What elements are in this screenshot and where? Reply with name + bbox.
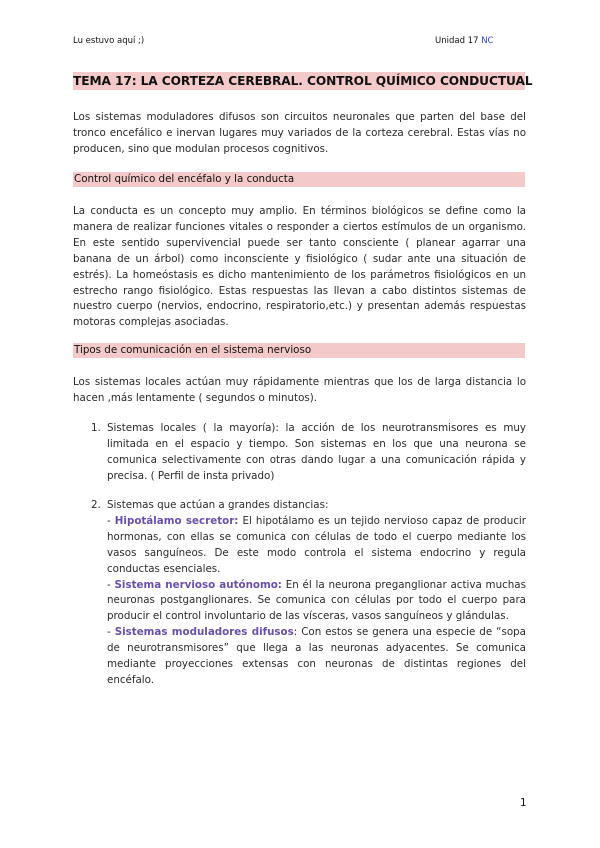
page-header-right [435,36,494,46]
sub-item-prefix: - [107,578,115,591]
section-heading: Tipos de comunicación en el sistema nervioso [74,344,312,356]
sub-item-text: El hipotálamo es un tejido nervioso capaz de producir hormonas, con ellas se comunica con células de todo el cuerpo mediante los vasos sanguíneos. De este modo controla el sistema endocrino y regula conductas esenciales. [107,514,526,575]
section-heading: Control químico del encéfalo y la conducta [74,173,295,185]
intro-paragraph: Los sistemas moduladores difusos son circuitos neuronales que parten del base del tronco encefálico e inervan lugares muy variados de la corteza cerebral. Estas vías no producen, sino que modulan procesos cognitivos. [73,111,526,155]
sub-item-term: Hipotálamo secretor: [114,514,239,527]
sub-item [107,625,526,689]
sub-item-term: Sistema nervioso autónomo: [114,578,282,591]
page-number: 1 [520,797,527,809]
section-heading-banner [73,172,525,187]
list-item: Sistemas locales ( la mayoría): la acción de los neurotransmisores es muy limitada en el espacio y tiempo. Son sistemas en los que una neurona se comunica selectivamente con otras dando lugar a una comunicación rápida y precisa. ( Perfil de insta privado) [107,422,526,482]
list-item [107,498,526,689]
sub-item-term: Sistemas moduladores difusos [114,626,294,639]
page-title: TEMA 17: LA CORTEZA CEREBRAL. CONTROL QUÍMICO CONDUCTUAL [73,74,533,88]
page-header-left: Lu estuvo aquí ;) [73,36,145,46]
unit-label: Unidad 17 [435,36,479,46]
sub-item [107,514,526,578]
section-paragraph: La conducta es un concepto muy amplio. En términos biológicos se define como la manera de realizar funciones vitales o responder a ciertos estímulos de un organismo. En este sentido supervivencial puede ser tanto consciente ( planear agarrar una banana de un árbol) como inconsciente y fisiológico ( sudar ante una situación de estrés). La homeóstasis es dicho mantenimiento de los parámetros fisiológicos en un estrecho rango fisiológico. Estas respuestas las llevan a cabo distintos sistemas de nuestro cuerpo (nervios, endocrino, respiratorio,etc.) y presentan además respuestas motoras complejas asociadas. [73,205,526,329]
list-item-number: 1. [91,422,101,434]
sub-item [107,578,526,626]
sub-item-text: : Con estos se genera una especie de “sopa de neurotransmisores” que llega a las neuronas adyacentes. Se comunica mediante proyecciones extensas con neuronas de distintas regiones del encéfalo. [107,626,526,686]
unit-nc-label: NC [481,36,494,46]
section-heading-banner [73,343,525,358]
list-item-lead: Sistemas que actúan a grandes distancias: [107,499,329,511]
sub-item-prefix: - [107,626,115,639]
title-banner [73,72,533,90]
sub-item-prefix: - [107,514,115,527]
list-item-number: 2. [91,499,101,511]
sub-item-text: En él la neurona preganglionar activa muchas neuronas postganglionares. Se comunica con células por todo el cuerpo para producir el control involuntario de las vísceras, vasos sanguíneos y glándulas. [107,578,526,623]
section-paragraph: Los sistemas locales actúan muy rápidamente mientras que los de larga distancia lo hacen ,más lentamente ( segundos o minutos). [73,376,526,404]
